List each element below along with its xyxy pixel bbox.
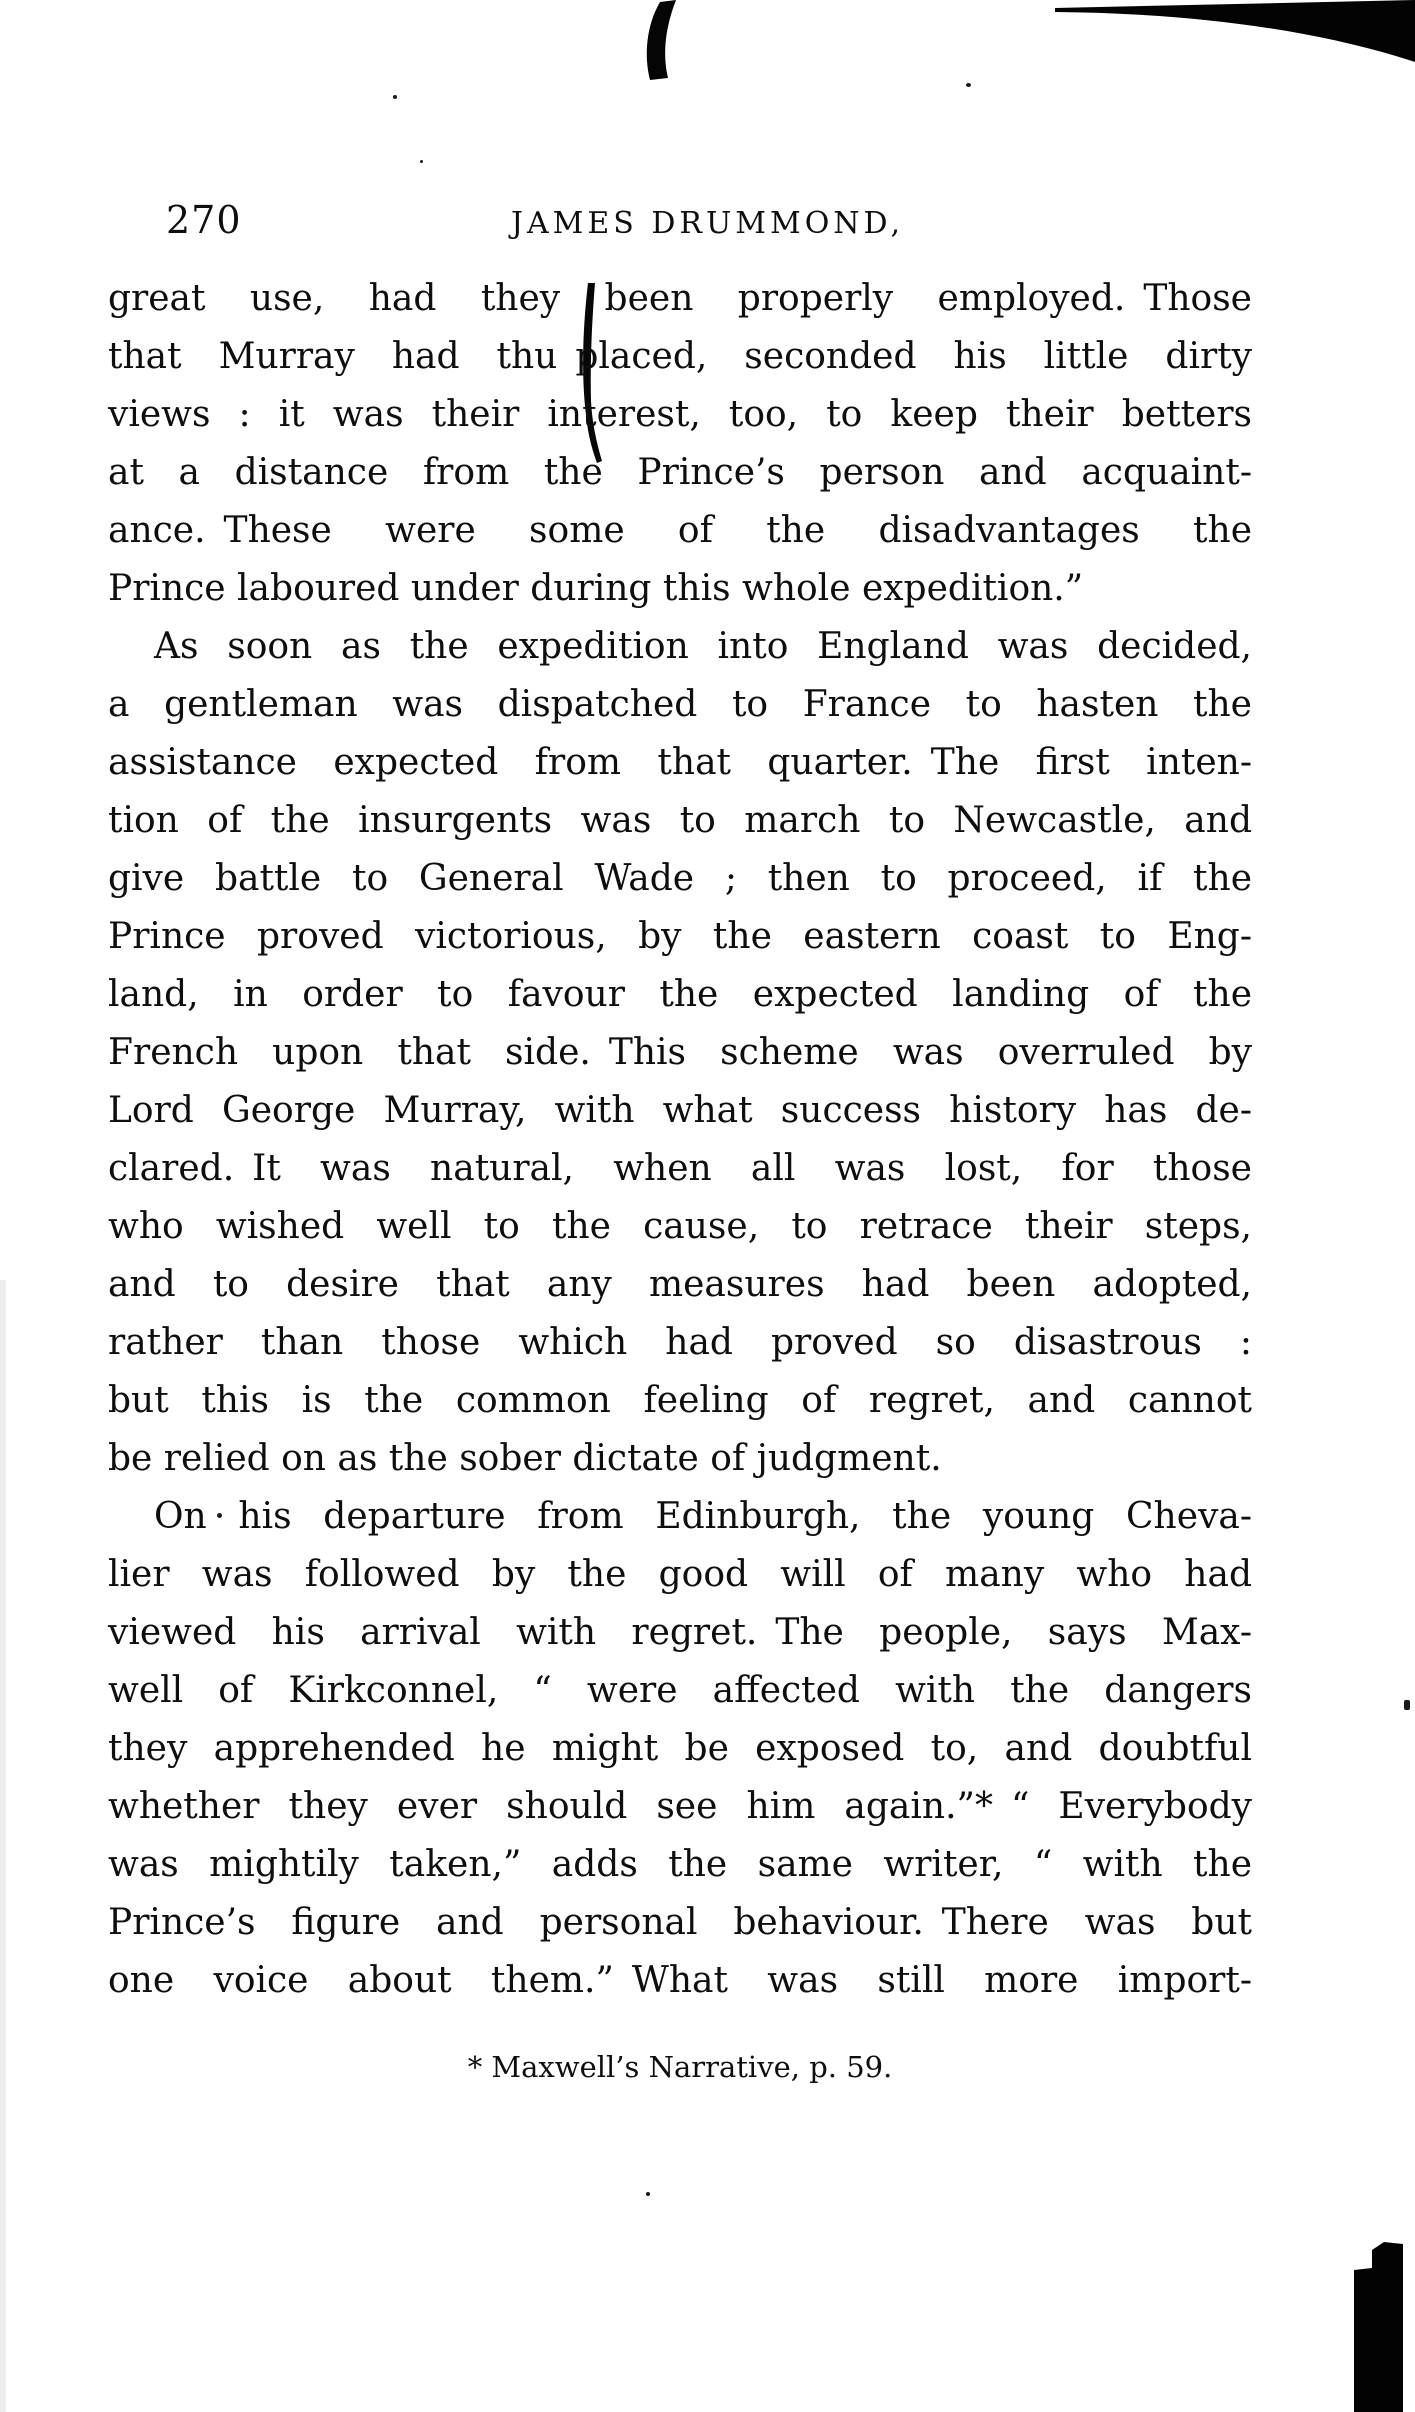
scan-corner-shadow-tr-icon [1055, 0, 1415, 70]
text-line: On his departure from Edinburgh, the young Cheva- [154, 1496, 1252, 1537]
text-line: give battle to General Wade ; then to proceed, if the [108, 858, 1252, 899]
ink-speck [420, 160, 423, 163]
ink-blot-artifact [638, 0, 682, 86]
ink-speck [646, 2192, 650, 2196]
text-line: they apprehended he might be exposed to, and doubtful [108, 1728, 1252, 1769]
text-line: As soon as the expedition into England was decided, [154, 626, 1252, 667]
page-number: 270 [166, 198, 242, 242]
text-line: assistance expected from that quarter. The first inten- [108, 742, 1252, 783]
text-line: rather than those which had proved so disastrous : [108, 1322, 1252, 1363]
text-line: a gentleman was dispatched to France to hasten the [108, 684, 1252, 725]
text-line: viewed his arrival with regret. The people, says Max- [108, 1612, 1252, 1653]
text-line: who wished well to the cause, to retrace their steps, [108, 1206, 1252, 1247]
ink-speck [966, 83, 971, 87]
text-line: Prince laboured under during this whole expedition.” [108, 568, 1084, 609]
text-line: clared. It was natural, when all was lost, for those [108, 1148, 1252, 1189]
ink-speck [393, 95, 397, 99]
text-line: views : it was their interest, too, to keep their betters [108, 394, 1252, 435]
running-title: JAMES DRUMMOND, [510, 206, 905, 241]
text-line: be relied on as the sober dictate of judgment. [108, 1438, 942, 1479]
text-line: whether they ever should see him again.”* “ Everybody [108, 1786, 1252, 1827]
scan-edge-shade [0, 1280, 6, 2412]
ink-speck [1404, 1700, 1410, 1710]
text-line: at a distance from the Prince’s person and acquaint- [108, 452, 1252, 493]
text-line: tion of the insurgents was to march to Newcastle, and [108, 800, 1252, 841]
text-line: that Murray had thu placed, seconded his little dirty [108, 336, 1252, 377]
text-line: Prince’s figure and personal behaviour. There was but [108, 1902, 1252, 1943]
text-line: French upon that side. This scheme was overruled by [108, 1032, 1252, 1073]
text-line: great use, had they been properly employed. Those [108, 278, 1252, 319]
text-line: Lord George Murray, with what success history has de- [108, 1090, 1252, 1131]
scan-corner-shadow-br-icon [1350, 2242, 1406, 2412]
text-line: ance. These were some of the disadvantages the [108, 510, 1252, 551]
body-text [108, 270, 1252, 2010]
text-line: was mightily taken,” adds the same writer, “ with the [108, 1844, 1252, 1885]
text-line: but this is the common feeling of regret, and cannot [108, 1380, 1252, 1421]
footnote: * Maxwell’s Narrative, p. 59. [467, 2050, 893, 2084]
text-line: land, in order to favour the expected landing of the [108, 974, 1252, 1015]
text-line: well of Kirkconnel, “ were affected with the dangers [108, 1670, 1252, 1711]
text-line: lier was followed by the good will of many who had [108, 1554, 1252, 1595]
text-line: and to desire that any measures had been adopted, [108, 1264, 1252, 1305]
text-line: Prince proved victorious, by the eastern coast to Eng- [108, 916, 1252, 957]
text-line: one voice about them.” What was still more import- [108, 1960, 1252, 2001]
